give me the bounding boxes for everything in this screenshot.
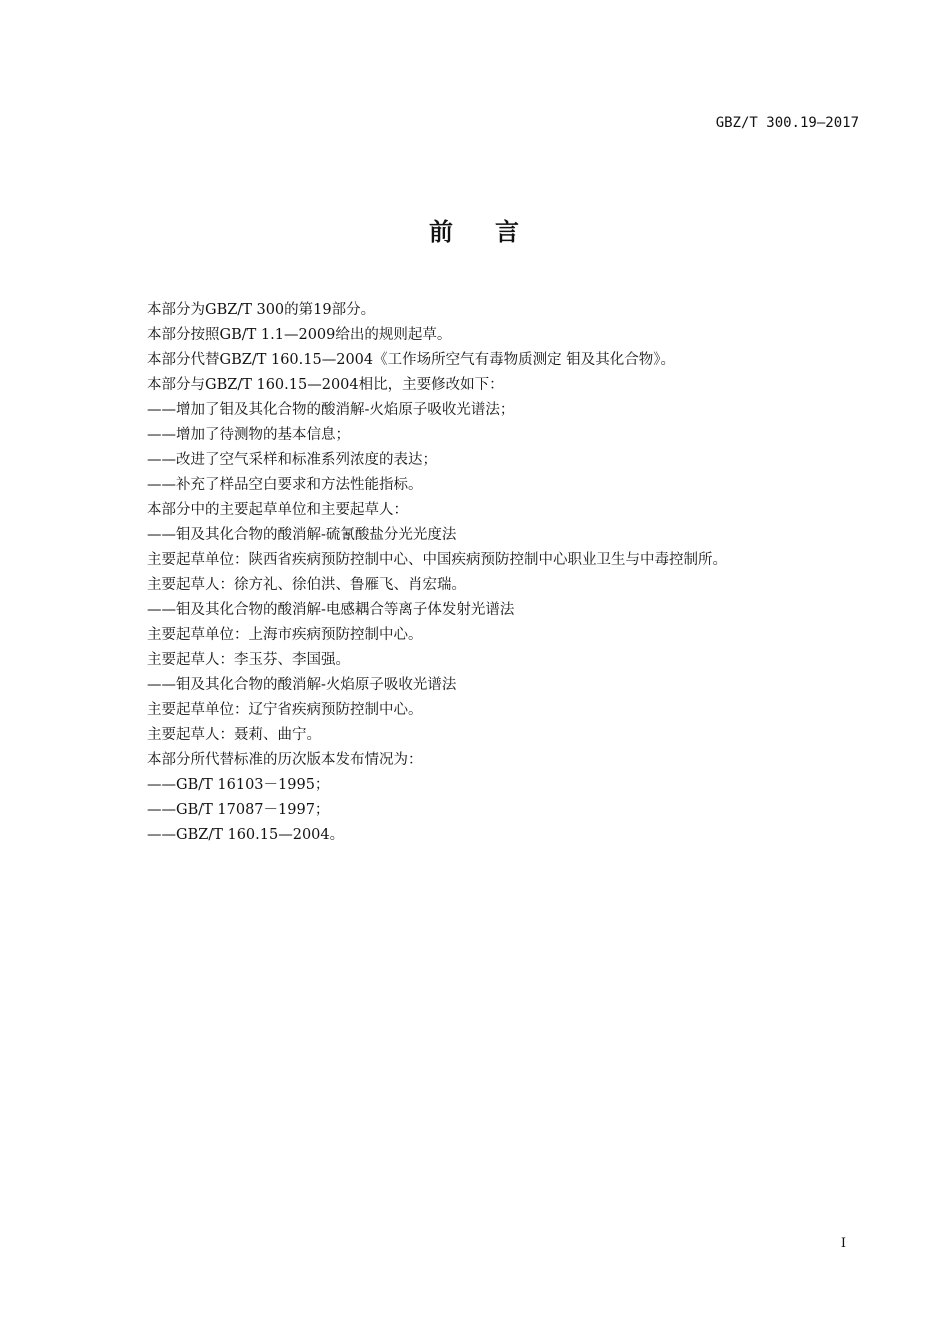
body-line: 主要起草人：徐方礼、徐伯洪、鲁雁飞、肖宏瑞。	[147, 577, 466, 593]
body-line: 本部分与GBZ/T 160.15—2004相比，主要修改如下：	[147, 377, 504, 393]
standard-code: GBZ/T 300.19—2017	[715, 115, 859, 131]
title-char-1: 前	[429, 218, 455, 246]
body-line: 本部分为GBZ/T 300的第19部分。	[147, 302, 376, 318]
body-line: 本部分代替GBZ/T 160.15—2004《工作场所空气有毒物质测定 钼及其化合物》。	[147, 352, 675, 368]
body-line: 主要起草人：聂莉、曲宁。	[147, 727, 321, 743]
body-line: ——钼及其化合物的酸消解-硫氰酸盐分光光度法	[147, 527, 457, 543]
body-line: ——增加了待测物的基本信息；	[147, 427, 350, 443]
body-line: 主要起草单位：上海市疾病预防控制中心。	[147, 627, 423, 643]
body-line: 本部分中的主要起草单位和主要起草人：	[147, 502, 408, 518]
body-line: 主要起草人：李玉芬、李国强。	[147, 652, 350, 668]
body-line: 主要起草单位：辽宁省疾病预防控制中心。	[147, 702, 423, 718]
body-line: ——GBZ/T 160.15—2004。	[147, 827, 345, 843]
body-line: ——增加了钼及其化合物的酸消解-火焰原子吸收光谱法；	[147, 402, 515, 418]
body-line: ——GB/T 16103－1995；	[147, 777, 330, 793]
body-line: 本部分按照GB/T 1.1—2009给出的规则起草。	[147, 327, 452, 343]
page-title	[0, 212, 950, 247]
body-line: ——钼及其化合物的酸消解-火焰原子吸收光谱法	[147, 677, 457, 693]
body-line: 本部分所代替标准的历次版本发布情况为：	[147, 752, 423, 768]
body-line: ——改进了空气采样和标准系列浓度的表达；	[147, 452, 437, 468]
body-line: 主要起草单位：陕西省疾病预防控制中心、中国疾病预防控制中心职业卫生与中毒控制所。	[147, 552, 727, 568]
body-line: ——GB/T 17087－1997；	[147, 802, 330, 818]
foreword-body	[147, 298, 847, 848]
body-line: ——补充了样品空白要求和方法性能指标。	[147, 477, 423, 493]
title-char-2: 言	[495, 218, 521, 246]
page-number: I	[840, 1236, 846, 1251]
body-line: ——钼及其化合物的酸消解-电感耦合等离子体发射光谱法	[147, 602, 515, 618]
